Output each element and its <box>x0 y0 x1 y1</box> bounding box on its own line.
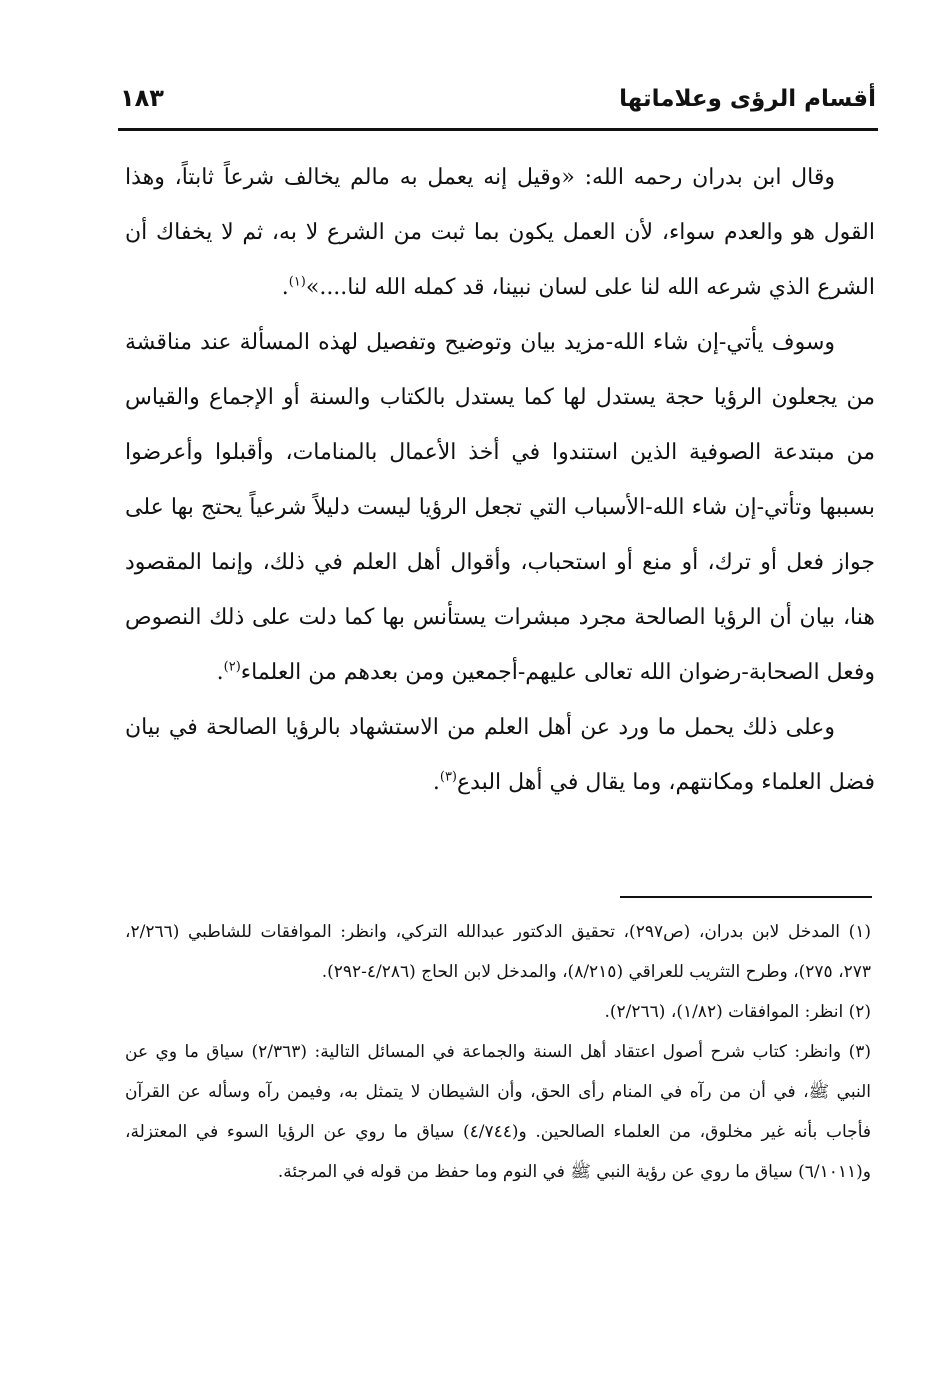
footnote-ref: (٣) <box>439 769 457 785</box>
footnote-divider <box>620 896 872 898</box>
footnote <box>125 1032 875 1192</box>
paragraph-end: . <box>281 275 289 300</box>
footnotes <box>125 912 875 1192</box>
footnote-ref: (٢) <box>223 659 241 675</box>
footnote <box>125 912 875 992</box>
footnote-ref: (١) <box>288 274 306 290</box>
footnote-label: (٣) <box>848 1042 871 1062</box>
footnote-text: المدخل لابن بدران، (ص٢٩٧)، تحقيق الدكتور عبدالله التركي، وانظر: الموافقات للشاطبي (٢/٢٦٦، ٢٧٣، ٢٧٥)، وطرح التثريب للعراقي (٨/٢١٥)، والمدخل لابن الحاج (٤/٢٨٦-٢٩٢). <box>125 922 871 982</box>
footnote-label: (٢) <box>848 1002 871 1022</box>
paragraph-end: . <box>216 660 224 685</box>
paragraph-end: . <box>432 770 440 795</box>
paragraph-text: وسوف يأتي-إن شاء الله-مزيد بيان وتوضيح وتفصيل لهذه المسألة عند مناقشة من يجعلون الرؤيا حجة يستدل لها كما يستدل بالكتاب والسنة أو الإجماع والقياس من مبتدعة الصوفية الذين استندوا في أخذ الأعمال بالمنامات، وأقبلوا وأعرضوا بسببها وتأتي-إن شاء الله-الأسباب التي تجعل الرؤيا ليست دليلاً شرعياً يحتج بها على جواز فعل أو ترك، أو منع أو استحباب، وأقوال أهل العلم في ذلك، وإنما المقصود هنا، بيان أن الرؤيا الصالحة مجرد مبشرات يستأنس بها كما دلت على ذلك النصوص وفعل الصحابة-رضوان الله تعالى عليهم-أجمعين ومن بعدهم من العلماء <box>125 330 875 685</box>
footnote-text: انظر: الموافقات (١/٨٢)، (٢/٢٦٦). <box>604 1002 844 1022</box>
paragraph-text: وعلى ذلك يحمل ما ورد عن أهل العلم من الاستشهاد بالرؤيا الصالحة في بيان فضل العلماء ومكانتهم، وما يقال في أهل البدع <box>125 715 875 795</box>
footnote <box>125 992 875 1032</box>
main-text <box>125 150 875 810</box>
chapter-title: أقسام الرؤى وعلاماتها <box>619 86 876 112</box>
running-header <box>120 82 876 122</box>
paragraph-text: وقال ابن بدران رحمه الله: «وقيل إنه يعمل به مالم يخالف شرعاً ثابتاً، وهذا القول هو والعدم سواء، لأن العمل يكون بما ثبت من الشرع لا به، ثم لا يخفاك أن الشرع الذي شرعه الله لنا على لسان نبينا، قد كمله الله لنا....» <box>125 165 875 300</box>
paragraph <box>125 315 875 700</box>
paragraph <box>125 700 875 810</box>
header-divider <box>118 128 878 131</box>
page-number: ١٨٣ <box>120 84 164 112</box>
footnote-text: وانظر: كتاب شرح أصول اعتقاد أهل السنة والجماعة في المسائل التالية: (٢/٣٦٣) سياق ما وي عن النبي ﷺ، في أن من رآه في المنام رأى الحق، وأن الشيطان لا يتمثل به، وفيمن رآه وسأله عن القرآن فأجاب بأنه غير مخلوق، من العلماء الصالحين. و(٤/٧٤٤) سياق ما روي عن الرؤيا السوء في المعتزلة، و(٦/١٠١١) سياق ما روي عن رؤية النبي ﷺ في النوم وما حفظ من قوله في المرجئة. <box>125 1042 871 1182</box>
footnote-label: (١) <box>848 922 872 942</box>
paragraph <box>125 150 875 315</box>
